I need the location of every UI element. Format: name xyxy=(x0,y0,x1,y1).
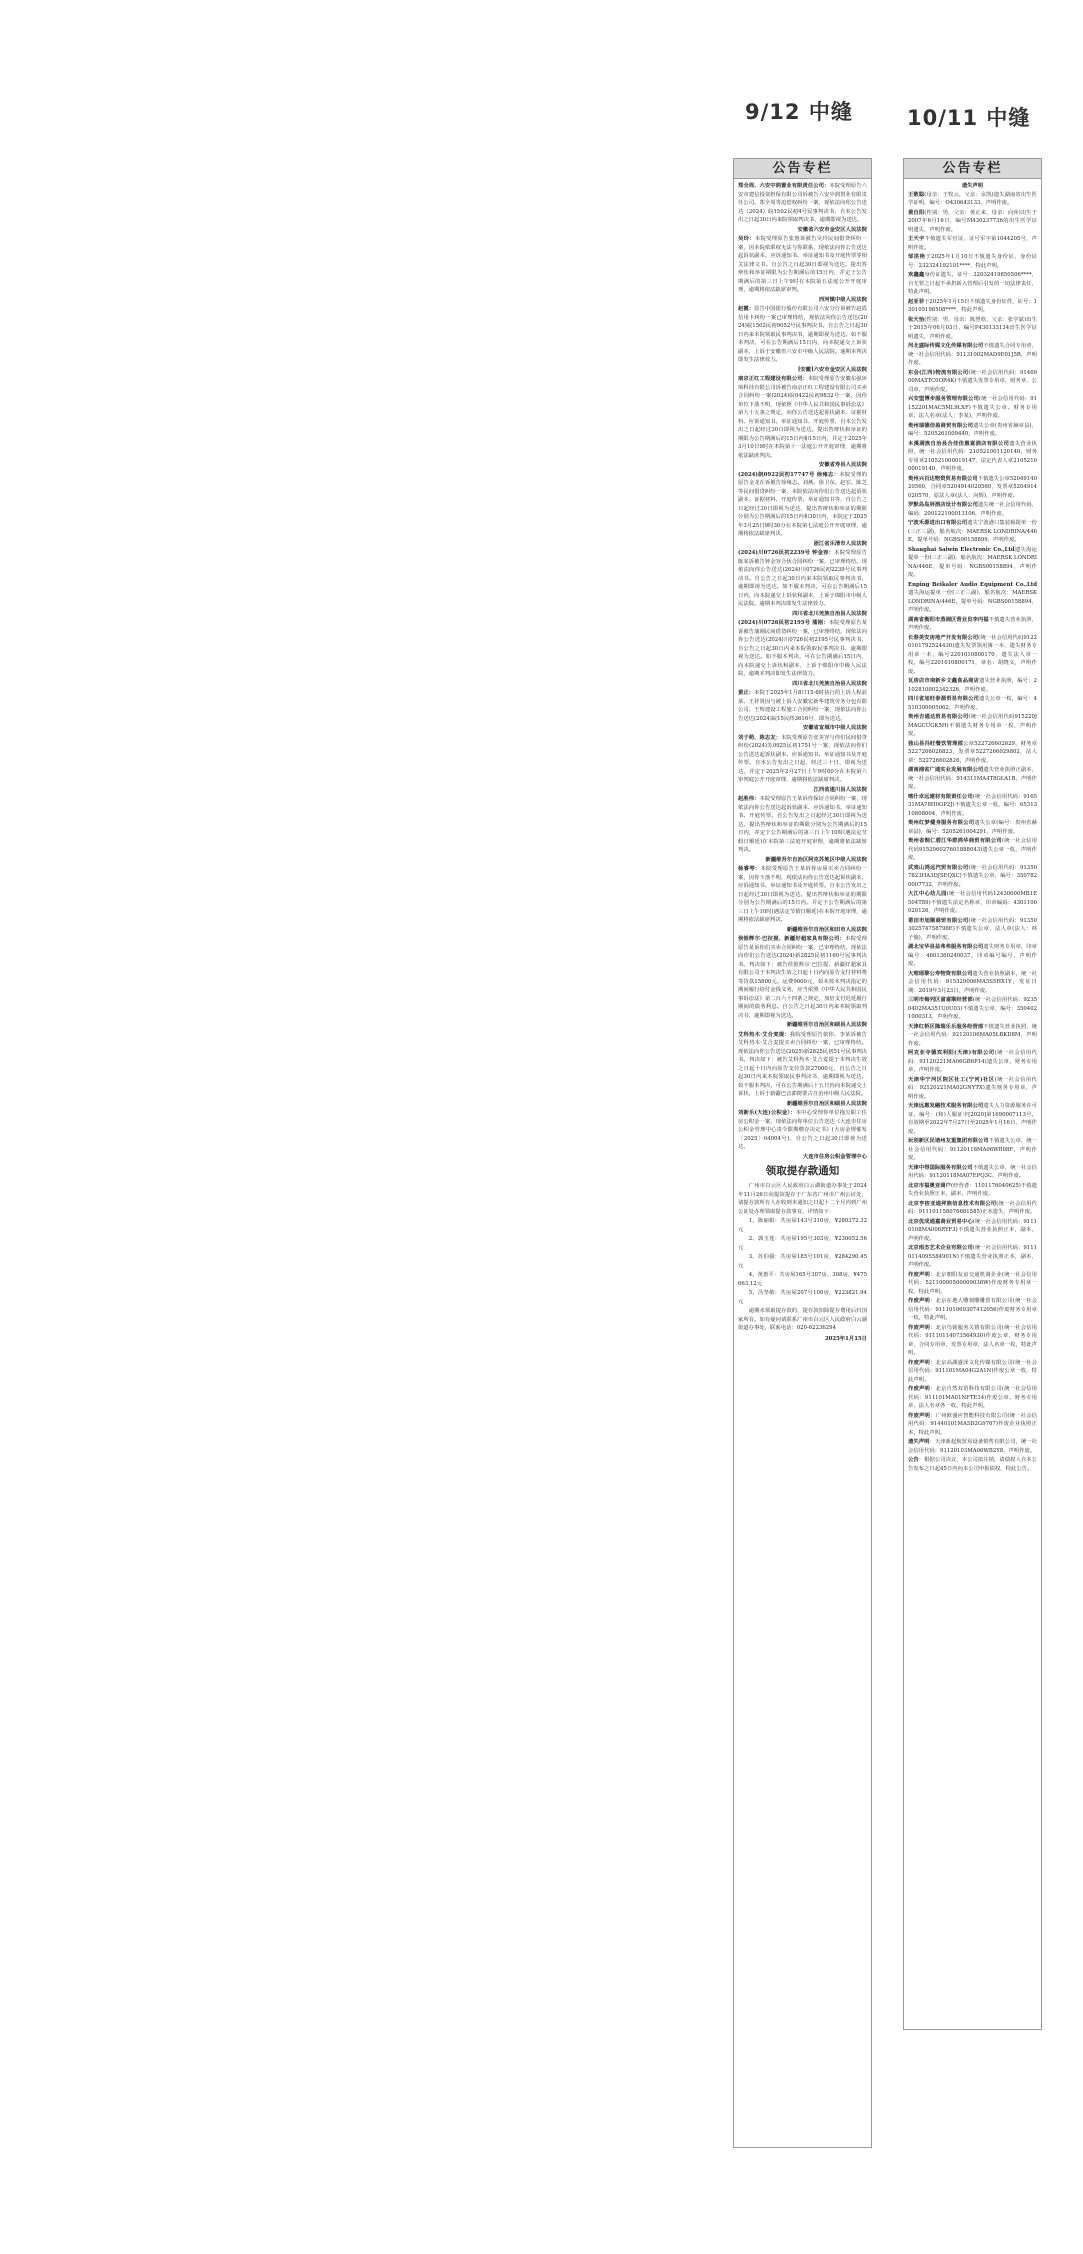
announcement-paragraph xyxy=(908,209,1037,235)
announcement-paragraph xyxy=(908,864,1037,890)
announcement-text: ：广州欧盛应智能科技有限公司(统一社会信用代码：91440101MA5D2G9767)作废企业执照正本，特此声明。 xyxy=(908,1412,1037,1436)
right-column-body xyxy=(904,179,1041,1477)
announcement-text: 本院受理原告某诉你们买卖合同纠纷一案，已审理终结。现依法向你们公告送达(2024)新2825民初1160号民事判决书。判决如下：被告侯银辉尔·巴拉提、新疆好超家具有限公司于本判决生效之日起十日内向原告支付材料费等货款15800元、运费9000元，如未按本判决指定的期间履行给付金钱义务，应当依照《中华人民共和国民事诉讼法》第二百六十四条之规定，加倍支付迟延履行期间的债务利息。自公告之日起30日内来本院领取判决书，逾期即视为送达。 xyxy=(738,936,868,1019)
announcement-paragraph xyxy=(738,305,867,365)
announcement-paragraph xyxy=(908,996,1037,1022)
announcement-lead: 瓦房店市南新乡文鑫食品商店 xyxy=(908,678,979,684)
announcement-lead: 作废声明 xyxy=(908,1359,931,1366)
announcement-paragraph xyxy=(738,375,867,460)
announcement-paragraph xyxy=(908,369,1037,395)
announcement-lead: 贵州兴百达物资贸易有限公司 xyxy=(908,475,978,482)
announcement-text: (统一社会信用代码：92350402MA351U0U03)不慎遗失公章，编号：3504021000313，声明作废。 xyxy=(908,997,1038,1020)
announcement-lead: 北京雨杰艺术企业有限公司 xyxy=(908,1245,973,1251)
court-name: 四川省北川羌族自治县人民法院 xyxy=(792,610,867,617)
left-column-body xyxy=(734,179,871,1346)
court-name: 安徽省宣城市中级人民法院 xyxy=(802,725,867,731)
court-name: 四川省北川羌族自治县人民法院 xyxy=(792,680,867,687)
announcement-paragraph xyxy=(908,970,1037,996)
announcement-text: 本院受理原告某诉被告蒲刚民间借贷纠纷一案，已审理终结，现依法向你公告送达(2024)川0726民初2195号民事判决书，自公告之日起30日内来本院领取民事判决书，逾期即视为送达。如不服本判决，可在公告期满后15日内，向本院递交上诉状和副本，上诉于绵阳市中级人民法院，逾期本判决即发生法律效力。 xyxy=(738,620,867,677)
announcement-lead: (2024)川0726民初2195号 蒲刚： xyxy=(738,620,829,626)
announcement-lead: 长春美安房地产开发有限公司 xyxy=(908,634,979,641)
announcement-text: 本院于2025年1月8日15-6时执行的上诉人程前某、王祥贤因与被上诉人安徽宏新华建筑劳务分包有限公司、王辉建设工程施工合同纠纷一案，现依法向你公告送达(2024)皖15民终3616号，即为送达。 xyxy=(738,690,868,722)
announcement-lead: 黄自阳 xyxy=(908,209,925,216)
announcement-text: (性别：男，父亲：黄正来，母亲：向萍)出生于2007年6月16日，编号M430237736的出生医学证明遗失，声明作废。 xyxy=(908,209,1038,233)
announcement-text: (统一社会信用代码：913507823HA3DJSEQXC)不慎遗失公章，编号：3507820007732，声明作废。 xyxy=(908,864,1037,888)
announcement-text: 遗失人力资源服务许可证，编号：(和)人服证字[2020]第1690007113号，有效期至2022年7月27日至2025年1月16日，声明作废。 xyxy=(908,1103,1038,1135)
announcement-text: 遗失海运提单一份(三正三副)，船名航次：MAERSK LONDRINA/446E，提单号码：NGBS00158894，声明作废。 xyxy=(908,546,1038,578)
announcement-text: 本院受理原告张美容与你们民间借贷纠纷(2024)苏0925民初1751号一案，现依法向你们公告送达起诉状副本、应诉通知书、举证通知书及开庭传票。自本公告发出之日起，经过三十日，即视为送达。并定于2025年2月27日上午9时00分在本院第六审判庭公开开庭审理，逾期将依法缺席判决。 xyxy=(738,734,868,783)
announcement-lead: 吴玲： xyxy=(738,236,755,242)
announcement-text: ：北京高湖盛泽文化传媒有限公司(统一社会信用代码：911101MA04G2A1N)作废公章一枚，特此声明。 xyxy=(908,1359,1037,1383)
announcement-paragraph xyxy=(908,1218,1037,1244)
announcement-lead: 宁波禾源进出口有限公司 xyxy=(908,520,968,526)
left-announcement-column xyxy=(733,158,872,2148)
announcement-lead: 莆田市旭顺商贸有限公司 xyxy=(908,917,969,924)
right-subheading: 遗失声明 xyxy=(961,183,984,189)
announcement-paragraph xyxy=(908,616,1037,633)
announcement-text: (经营者：1101176040625)不慎遗失营业执照正本，副本，声明作废。 xyxy=(908,1182,1037,1197)
announcement-lead: (2024)皖0922民初17747号 徐雍志： xyxy=(738,471,840,478)
announcement-paragraph xyxy=(738,935,867,1020)
announcement-lead: (2024)川0726民初2239号 钟金容： xyxy=(738,550,835,556)
announcement-paragraph xyxy=(908,740,1037,766)
announcement-paragraph xyxy=(908,271,1037,297)
announcement-text: (统一社会信用代码：91120221MA06GB6P14)遗失公章，财务专用章，声明作废。 xyxy=(908,1050,1037,1073)
announcement-text: 不慎遗失公章，统一社会信用代码：91120118MA07EPQ3C，声明作废。 xyxy=(908,1164,1037,1179)
announcement-text: (统一社会信用代码：916531MA78H0GP2J)不慎遗失公章一枚，编号：6531310808004，声明作废。 xyxy=(908,793,1038,817)
announcement-paragraph xyxy=(908,1385,1037,1411)
announcement-text: 本院受理原告陈某诉被告钟金容合伙合同纠纷一案，已审理终结。现依法向你公告送达(2024)川0726民初2239号民事判决书。自公告之日起30日内来本院领取民事判决书，逾期即视为送达。如不服本判决，可在公告期满后15日内，向本院递交上诉状和副本，上诉于绵阳市中级人民法院。逾期本判决即发生法律效力。 xyxy=(738,550,867,607)
left-section-title: 公告专栏 xyxy=(734,159,871,179)
announcement-paragraph xyxy=(738,235,867,295)
notice-date: 2025年1月15日 xyxy=(824,1335,867,1342)
announcement-paragraph xyxy=(908,1102,1037,1136)
announcement-lead: 作废声明 xyxy=(908,1298,931,1304)
court-name: 西河镇中级人民法院 xyxy=(818,296,867,303)
announcement-paragraph xyxy=(908,837,1037,863)
court-name: 大连市住房公积金管理中心 xyxy=(802,1153,867,1160)
announcement-text: (统一社会信用代码：91152201MAC5ML9LXF)不慎遗失公章、财务专用章、法人名章(法人：李某)，声明作废。 xyxy=(908,396,1038,419)
announcement-lead: 河北盛际传媒文化传媒有限公司 xyxy=(908,343,984,349)
right-announcement-column xyxy=(903,158,1042,2030)
court-name: 浙江省乐清市人民法院 xyxy=(813,540,867,547)
announcement-lead: 杨睿琴： xyxy=(738,866,761,872)
announcement-text: 不慎遗失公章，统一社会信用代码：91120118MA06WB08F，声明作废。 xyxy=(908,1138,1038,1161)
announcement-paragraph xyxy=(908,395,1037,421)
announcement-paragraph xyxy=(908,713,1037,739)
announcement-text: (统一社会信用代码91220101792524430)遗失发票领用簿一本，遗失财务专用章一本，编号2201010800170，遗失法人章一枚，编号2201010800171，章名：胡晓义，声明作废。 xyxy=(908,634,1038,675)
announcement-paragraph xyxy=(738,182,867,225)
announcement-text: ：天津新起航贸易设备销售有限公司，统一社会信用代码：91120103MA06WB2Y8，声明作废。 xyxy=(908,1439,1038,1454)
announcement-lead: 北京亨宿亚通拜族信息技术有限公司 xyxy=(908,1200,997,1207)
announcement-lead: 郑全周、六安中润置业有限责任公司： xyxy=(738,183,830,189)
announcement-lead: 刘新乐(大连)公积金）： xyxy=(738,1110,796,1116)
announcement-paragraph xyxy=(908,1271,1037,1297)
announcement-text: 于2025年1月15日不慎遗失身份证件，证号：130105198508****，特此声明。 xyxy=(908,298,1038,313)
announcement-paragraph xyxy=(908,191,1037,208)
announcement-paragraph xyxy=(908,581,1037,615)
announcement-lead: 艾科热木·艾合麦提： xyxy=(738,1031,790,1038)
announcement-lead: 喀什卓远建材有限责任公司 xyxy=(908,793,973,800)
announcement-paragraph xyxy=(908,943,1037,969)
announcement-paragraph xyxy=(908,342,1037,368)
announcement-text: (性别：男，母亲：陈慧欣，父亲：张学斌)出生于2015年06月03日，编号P430133134出生医学证明遗失，声明作废。 xyxy=(908,316,1038,340)
announcement-text: (统一社会信用代码12430000MB1E504T89)不慎遗失法定名称章，印章编码：4301100020126，声明作废。 xyxy=(908,891,1038,914)
announcement-lead: 作废声明 xyxy=(908,1386,931,1392)
announcement-paragraph xyxy=(908,695,1037,712)
announcement-text: 我院受理原告依你、李某诉被告艾科热木·艾合麦提买卖合同纠纷一案，已审理终结。现依法向你公告送达(2025)新2825民初51号民事判决书。判决如下：被告艾科热木·艾合麦提于本判决生效之日起十日内向原告支付货款27000元，自公告之日起30日内来本院领取民事判决书，逾期即视为送达。如不服本判决，可在公告期满后十五日内向本院递交上诉状，上诉于新疆巴音郭楞蒙古自治州中级人民法院。 xyxy=(738,1031,868,1097)
right-section-title: 公告专栏 xyxy=(904,159,1041,179)
announcement-text: 本中心受理你单位拖欠职工住房公积金一案，现依法向你单位公告送达《大连市住房公积金管理中心责令限期缴存决定书》(大房金规催发〔2025〕04004号)，自公告之日起30日即视为送达。 xyxy=(738,1110,867,1150)
court-name: 新疆维吾尔自治区和田市人民法院 xyxy=(786,926,867,933)
announcement-lead: 赵亚菲 xyxy=(908,298,925,305)
announcement-paragraph xyxy=(738,619,867,679)
announcement-text: 本院受理原告张惠诉被告吴玲民间借贷纠纷一案，因本院依职权无法与你联系，现依法向你公告送达起诉状副本、应诉通知书、举证通知书及开庭传票等相关法律文书。自公告之日起30日即视为送达。提出答辩状和举证期限为公告期满后的15日内，并定于公告期满后的第三日上午9时在本院第五法庭公开开庭审理，逾期将依法缺席审判。 xyxy=(738,236,868,293)
notice-paragraph: 2、郭玉莲：共房屋195号303房，¥230052.56元 xyxy=(738,1236,867,1251)
announcement-paragraph xyxy=(908,1164,1037,1181)
announcement-paragraph xyxy=(908,1049,1037,1075)
announcement-lead: 东会(江西)物流有限公司 xyxy=(908,369,969,376)
announcement-lead: 罗默岛岛屏酒店设计有限公司 xyxy=(908,502,978,508)
announcement-text: ：北京朝阳友谊交通机调企业(统一社会信用代码：52110000500009036W)作废财务专用章一枚，特此声明。 xyxy=(908,1271,1037,1295)
announcement-paragraph xyxy=(908,316,1037,342)
announcement-lead: 三明市梅列区富富顺经营部 xyxy=(908,997,973,1003)
announcement-text: 遗失营业执照，编号：2102810002342326，声明作废。 xyxy=(908,678,1038,693)
announcement-lead: 天津红桥区隆瑞乐乐服务经营部 xyxy=(908,1023,984,1030)
announcement-paragraph xyxy=(908,1297,1037,1323)
announcement-lead: 北京优成通嘉商业贸易中心 xyxy=(908,1218,973,1225)
announcement-text: ：北京在地大雕刻雕雕贸有限公司(统一社会信用代码：911101069307412056)作废财务专用章一枚，特此声明。 xyxy=(908,1298,1037,1321)
announcement-text: 不慎遗失公章5204914020560，合同章5204914020560，发票章5204914020570，原法人章(法人：向辉)，声明作废。 xyxy=(908,475,1038,499)
announcement-lead: 侯银辉尔·巴拉提、新疆好超家具有限公司： xyxy=(738,936,846,942)
announcement-lead: 邹洪艳 xyxy=(908,254,926,260)
announcement-paragraph xyxy=(738,795,867,855)
announcement-paragraph xyxy=(908,475,1037,501)
announcement-lead: 贵州省铜仁碧江华群鸿华商贸有限公司 xyxy=(908,838,1002,844)
announcement-lead: 赵霞： xyxy=(738,306,755,312)
announcement-paragraph xyxy=(908,298,1037,315)
announcement-paragraph xyxy=(908,634,1037,677)
announcement-lead: 四川省旭旺泰源贸易有限公司 xyxy=(908,696,979,702)
announcement-lead: 赵胜伟： xyxy=(738,796,760,802)
announcement-lead: 天津中得国际服务有限公司 xyxy=(908,1164,973,1171)
announcement-lead: 贵州红梦健身服务有限公司 xyxy=(908,820,975,826)
announcement-text: (统一社会信用代码：92120221MA02GNYTX)遗失财务专用章，声明作废。 xyxy=(908,1076,1037,1100)
notice-paragraph: 广州市白云区人民政府白云湖街道办事处于2024年11月26日向提款提存于广东省广州市广州公证处，请提存款所有人在收到本通知之日起十二个月内到广州公证处办理领取提存款事宜，详情如下： xyxy=(738,1183,867,1215)
announcement-paragraph xyxy=(908,546,1037,580)
announcement-paragraph xyxy=(908,1137,1037,1163)
announcement-text: (统一社会信用代码：911101158076681585)正本遗失，声明作废。 xyxy=(908,1200,1037,1215)
announcement-paragraph xyxy=(908,766,1037,792)
announcement-text: 原告中国银行股份有限公司六安分行诉被告赵霞信用卡纠纷一案已审理终结，现依法向你公告送达(2024)皖1502民初9052号民事判决书。自公告之日起30日内来本院领取民事判决书，逾期即视为送达。如不服本判决，可在公告期满后15日内，向本院递交上诉状副本，上诉于安徽省六安市中级人民法院。逾期本判决即发生法律效力。 xyxy=(738,306,868,363)
announcement-lead: 湖南湘省广通实业发展有限公司 xyxy=(908,767,984,773)
left-column-date-heading: 9/12 中缝 xyxy=(745,100,853,124)
announcement-text: 遗失宁波港口集装箱提单一份(三正三副)，船名航次：MAERSK LONDRINA/446E，提单号码：NGBS00158899，声明作废。 xyxy=(908,520,1037,543)
announcement-lead: 作废声明 xyxy=(908,1412,931,1419)
court-name: 江西省遂川县人民法院 xyxy=(813,786,867,793)
announcement-lead: 湖南省衡阳市蒸湘区营业员李丙福 xyxy=(908,616,989,623)
announcement-text: (统一社会信用代码：91350302574758798E)不慎遗失公章，法人章(法人：林子俊)，声明作废。 xyxy=(908,917,1037,941)
notice-paragraph: 1、陈丽娟：共房屋143号310房，¥280372.32元 xyxy=(738,1218,867,1233)
announcement-lead: 黄正： xyxy=(738,690,755,696)
announcement-paragraph xyxy=(908,1076,1037,1102)
announcement-lead: 天津华宁河区院区社工(宁河)社区 xyxy=(908,1076,995,1083)
announcement-paragraph xyxy=(908,1244,1037,1270)
announcement-paragraph xyxy=(908,1023,1037,1049)
announcement-text: 不慎遗失军官证，证号军字第1044205号，声明作废。 xyxy=(908,236,1037,251)
announcement-text: 遗失统一社会信用代码，编码：200122100013106，声明作废。 xyxy=(908,502,1038,517)
announcement-lead: 大理瑶黎公寿物资有限公司 xyxy=(908,970,973,977)
announcement-text: (统一社会信用代码915220JMAGCUGK5H)不慎遗失财务专用章一枚，声明作废。 xyxy=(908,714,1037,737)
announcement-lead: 兴安盟博步服务管理有限公司 xyxy=(908,396,979,402)
announcement-text: 本院受理原告六安市建信投资担保有限公司诉被告六安中润置业有限责任公司、郑全周等追偿权纠纷一案，现依法向你公告送达（2024）皖1502民初4号民事判决书，自本公告发出之日起30日内来院领取判决书，逾期即视为送达。 xyxy=(738,183,868,223)
announcement-lead: 玩创新区民诸州友重集团有限公司 xyxy=(908,1138,989,1144)
announcement-paragraph xyxy=(738,1109,867,1152)
announcement-paragraph xyxy=(908,1438,1037,1455)
announcement-text: 身份证遗失，证号：32032419850506****，自无罪之日起不承担新入管理后引发的一切法律责任，特此声明。 xyxy=(908,272,1037,295)
announcement-paragraph xyxy=(908,1412,1037,1438)
announcement-paragraph xyxy=(908,253,1037,270)
announcement-paragraph xyxy=(908,677,1037,694)
announcement-paragraph xyxy=(908,793,1037,819)
court-name: 新疆维吾尔自治区和硕县人民法院 xyxy=(786,1100,867,1107)
announcement-paragraph xyxy=(738,689,867,723)
announcement-paragraph xyxy=(908,1200,1037,1217)
announcement-lead: 天津远惠发融技术服务有限公司 xyxy=(908,1103,984,1109)
announcement-lead: 王敬聪 xyxy=(908,191,925,198)
announcement-text: 本院受理原告安徽东强环境科技有限公司诉被告南京正红工程建设有限公司买卖合同纠纷一案(2024)皖0422民初9832号一案，因你单位下落不明，现依照《中华人民共和国民事诉讼法》第九十五条之规定，向你公告送达起诉状副本、证据材料、应诉通知书、举证通知书、开庭传票，自本公告发出之日起经过30日即视为送达。提出答辩状和举证的期限为公告期满后的15日内和15日内，并定于2025年3月10日9时在本院第十一法庭公开开庭审理，逾期将依法缺席判决。 xyxy=(738,376,868,459)
announcement-paragraph xyxy=(908,1456,1037,1473)
announcement-text: 遗失海运提单一份(三正三副)，船名航次：MAERSK LONDRINA/446E，提单号码：NGBS00158894，声明作废。 xyxy=(908,590,1037,613)
announcement-text: 于2025年1月10日不慎遗失身份证，身份证号：232324192101****，特此声明。 xyxy=(908,254,1037,269)
announcement-paragraph xyxy=(908,917,1037,943)
announcement-text: 本院受理原告王某诉你保证合同纠纷一案，现依法向你公告送达起诉状副本、应诉通知书、举证通知书、开庭传票。自公告发出之日起经过30日即视为送达。提出答辩状和举证的期限分别为公告期满后的15日内，并定于公告期满后的第三日上午10时(遇法定节假日顺延)在本院第三法庭开庭审理，逾期将依法缺席判决。 xyxy=(738,796,868,853)
announcement-paragraph xyxy=(908,1182,1037,1199)
announcement-lead: Shanghai Saiwin Electronic Co.,Ltd xyxy=(908,546,1015,553)
announcement-lead: 作废声明 xyxy=(908,1271,931,1278)
announcement-paragraph xyxy=(738,865,867,925)
announcement-text: 遗失财务专用章，印章编号：4601360240037，印章编号编号，声明作废。 xyxy=(908,944,1038,967)
announcement-paragraph xyxy=(908,1359,1037,1385)
announcement-text: (母亲：王牧云，父亲：余凯)遗失湖南省出生医学证明，编号：O430643133，声明作废。 xyxy=(908,191,1038,206)
announcement-paragraph xyxy=(738,471,867,539)
announcement-lead: 大江中心幼儿园 xyxy=(908,891,947,897)
right-column-date-heading: 10/11 中缝 xyxy=(907,106,1031,130)
announcement-lead: 欢鑫鑫 xyxy=(908,272,925,278)
announcement-lead: 王天宇 xyxy=(908,236,925,242)
announcement-text: (统一社会信用代码：91110114095584901N)不慎遗失营业执照正本，副本，声明作废。 xyxy=(908,1245,1038,1268)
announcement-lead: 湖北宝华县益弗弗服务有限公司 xyxy=(908,944,984,950)
notice-paragraph: 3、苏伯强：共房屋185号101房，¥284290.45元 xyxy=(738,1254,867,1269)
notice-title: 领取提存款通知 xyxy=(765,1165,840,1177)
court-name: 安徽省寿县人民法院 xyxy=(818,462,867,468)
announcement-text: 公章522726602629，财务章5227266026823，发票章5227266029802，法人章：522726602826，声明作废。 xyxy=(908,740,1037,764)
announcement-lead: 公告 xyxy=(908,1457,919,1463)
announcement-lead: 武夷山鸿远汽贸有限公司 xyxy=(908,864,969,871)
notice-paragraph: 逾期未领取提存款的，提存款扣除提存费用后归国家所有。如有疑问请联系广州市白云区人民政府白云湖街道办事处，联系电话：020-62236294 xyxy=(738,1308,867,1331)
announcement-text: 不慎遗失营业执照，声明作废。 xyxy=(908,616,1038,631)
announcement-lead: 北京市福奥亚商户 xyxy=(908,1182,951,1189)
announcement-text: 遗失营业执照，统一社会信用代码：210521001120140，财务专用章210521000019147，法定代表人章210521000019140，声明作废。 xyxy=(908,440,1037,472)
announcement-text: 本院受理原告王某诉你房屋买卖合同纠纷一案，因你下落不明，现依法向你公告送达起诉状副本、应诉通知书、举证通知书及开庭传票。自本公告发出之日起经过30日即视为送达。提出答辩状和举证的期限分别为公告期满后的15日内。并定于公告期满后的第三日上午10时(遇法定节假日顺延)在本院开庭审理，逾期将依法缺席判决。 xyxy=(738,866,868,923)
announcement-text: 遗失营业执照正副本，统一社会信用代码：914311MA4T8GLA1B，声明作废。 xyxy=(908,767,1038,790)
announcement-text: 不慎遗失合同专用章，统一社会信用代码：91131002MAD9E01J5R，声明作废。 xyxy=(908,343,1038,366)
announcement-text: 遗失公章(编号：贵州省赫章县)，编号：5205261004291，声明作废。 xyxy=(908,820,1037,835)
announcement-text: (统一社会信用代码：9146900MA5TC0OR4K)不慎遗失发票专用章，财务章，公司章，声明作废。 xyxy=(908,369,1037,393)
announcement-lead: 贵州吉通达贸易有限公司 xyxy=(908,714,969,720)
announcement-text: 遗失公章(贵州省赫章县)，编号：5205261009440，声明作废。 xyxy=(908,422,1038,437)
announcement-text: (统一社会信用代码915206027601888043)遗失公章一枚，声明作废。 xyxy=(908,838,1038,861)
announcement-paragraph xyxy=(738,734,867,785)
announcement-text: (统一社会信用代码：91110108MA006RYF3)不慎遗失营业执照正本，副本，声明作废。 xyxy=(908,1218,1038,1242)
announcement-lead: 遗失声明 xyxy=(908,1439,930,1445)
announcement-lead: 作废声明 xyxy=(908,1324,931,1331)
announcement-paragraph xyxy=(908,440,1037,474)
notice-paragraph: 4、黄惠平：共房屋165号307房、308房，¥475663.12元 xyxy=(738,1272,867,1287)
court-name: 新疆维吾尔自治区阿克苏地区中级人民法院 xyxy=(765,856,867,863)
announcement-lead: 阿克亚寺德宾利阳(天津)有限公司 xyxy=(908,1050,995,1056)
announcement-text: 遗失公章一枚，编号：4510300005062，声明作废。 xyxy=(908,696,1038,711)
announcement-text: ：北京鸟铭服务关禧有限公司(统一社会信用代码：91110114073564930)作废公章，财务专用章，合同专用章，发票专用章，法人名章一枚，特此声明。 xyxy=(908,1324,1037,1356)
announcement-paragraph xyxy=(738,549,867,609)
announcement-lead: 本溪满族自治县合佳佳惠富酒店有限公司 xyxy=(908,440,1010,447)
announcement-lead: 刘子萌、陈志友： xyxy=(738,734,782,741)
announcement-text: 遗失营业执照副本，统一社会信用代码：915329006MA5S5HX1Y，发证日期：2019年3月23日，声明作废。 xyxy=(908,970,1037,994)
announcement-lead: 独山县冯旺餐饮管理部 xyxy=(908,740,964,747)
announcement-paragraph xyxy=(908,519,1037,545)
announcement-paragraph xyxy=(738,1031,867,1099)
announcement-lead: 贵州瑞德佳盈商贸有限公司 xyxy=(908,422,974,429)
notice-paragraph: 5、冯坚敏：共房屋207号109房，¥223821.94元 xyxy=(738,1290,867,1305)
announcement-text: ：北京自然双语科技有限公司(统一社会信用代码：911101MA01NFTE34)作废公章、财务专用章、法人名章各一枚，特此声明。 xyxy=(908,1386,1037,1409)
announcement-text: ：根据公司决议，本公司拟注销，请债权人自本公告发布之日起45日内向本公司申报债权，特此公告。 xyxy=(908,1457,1038,1472)
court-name: [安徽]六安市金安区人民法院 xyxy=(797,366,867,373)
announcement-paragraph xyxy=(908,422,1037,439)
announcement-text: 不慎遗失营业执照，统一社会信用代码：92120106MA05LBKD8M，声明作废。 xyxy=(908,1023,1038,1047)
announcement-paragraph xyxy=(908,1324,1037,1358)
court-name: 新疆维吾尔自治区和硕县人民法院 xyxy=(786,1022,867,1028)
announcement-paragraph xyxy=(908,501,1037,518)
announcement-lead: 张天怡 xyxy=(908,316,925,323)
announcement-lead: 南京正红工程建设有限公司： xyxy=(738,376,808,382)
announcement-paragraph xyxy=(908,890,1037,916)
announcement-lead: Enping Beikaler Audio Equipment Co.,Ltd xyxy=(908,581,1037,588)
court-name: 安徽省六安市金安区人民法院 xyxy=(797,226,867,233)
announcement-paragraph xyxy=(908,819,1037,836)
announcement-text: 本院受理的原告金龙在诉被告徐雍志、刘燕、徐卫东、赵宏、陈芝等民间借贷纠纷一案，本院依法向你们公告送达起诉状副本、证据材料、开庭传票、举证通知书等，自公告之日起经过30日即视为送达。提出答辩状和举证的期限分别为公告期满后的15日内和30日内，本院定于2025年3月25日9时30分在本院第七法庭公开开庭审理，逾期将依法缺席判决。 xyxy=(738,471,867,537)
announcement-paragraph xyxy=(908,235,1037,252)
